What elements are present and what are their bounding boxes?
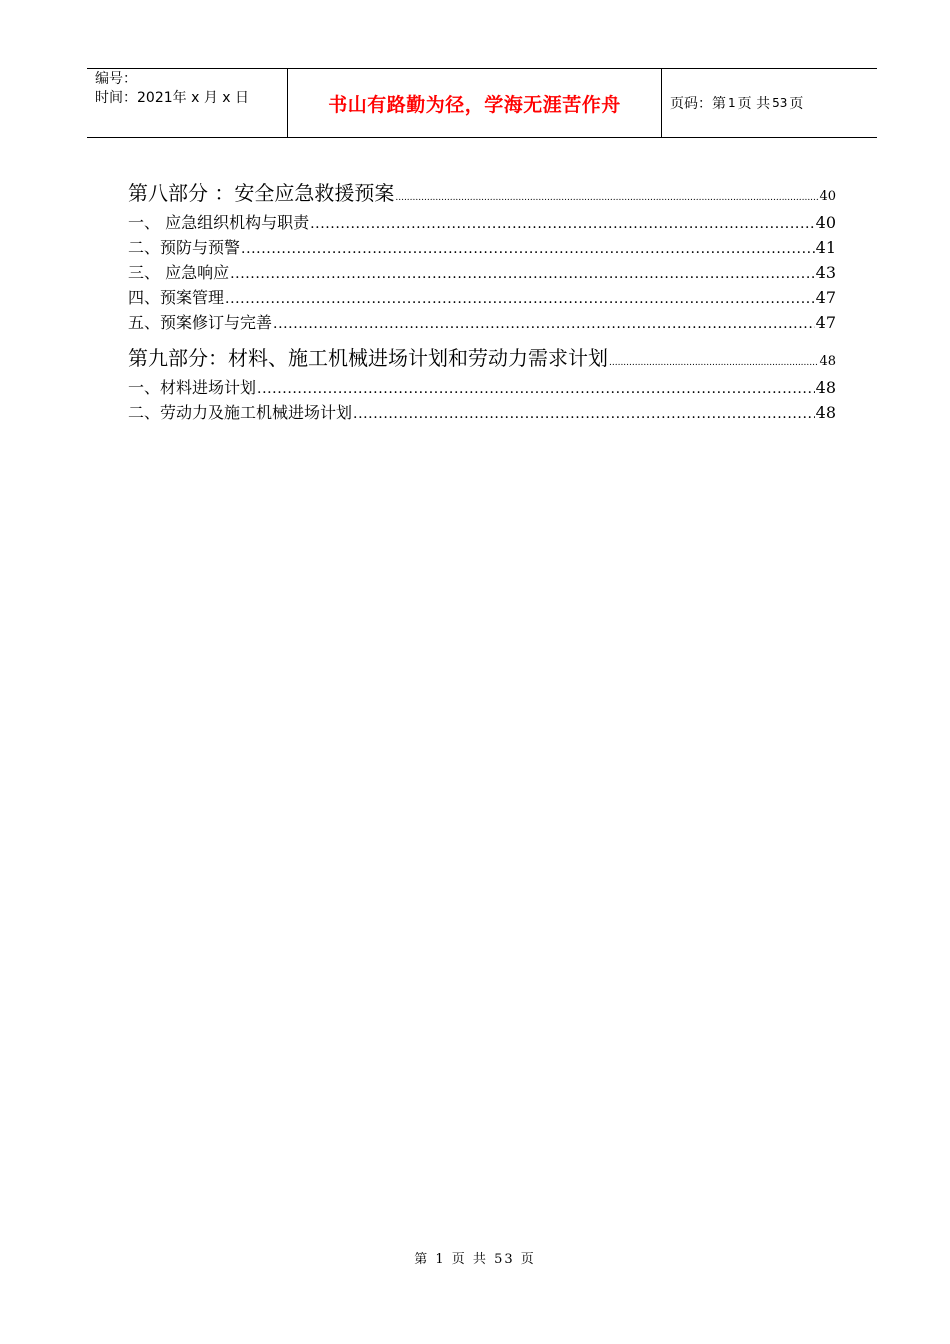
toc-item-title: 二、劳动力及施工机械进场计划	[128, 403, 353, 422]
toc-leader	[310, 212, 815, 237]
toc-page-number: 48	[815, 378, 836, 397]
toc-item[interactable]	[128, 285, 836, 310]
toc-section-title: 第八部分 ：安全应急救援预案	[128, 181, 395, 205]
table-of-contents	[128, 176, 836, 425]
footer-prefix: 第	[414, 1252, 430, 1267]
page-footer	[0, 1248, 950, 1267]
toc-page-number: 40	[819, 189, 836, 204]
time-prefix: 时间：	[95, 90, 137, 106]
toc-section-title: 第九部分：材料、施工机械进场计划和劳动力需求计划	[128, 346, 608, 370]
header-page-cell	[662, 69, 877, 137]
footer-mid: 页 共	[451, 1252, 488, 1267]
toc-leader	[273, 312, 815, 337]
page-total: 53	[772, 96, 788, 110]
toc-item[interactable]	[128, 235, 836, 260]
toc-leader	[395, 181, 818, 215]
toc-item[interactable]	[128, 375, 836, 400]
toc-page-number: 47	[815, 288, 836, 307]
toc-item-title: 一、 应急组织机构与职责	[128, 213, 310, 232]
toc-leader	[225, 287, 815, 312]
toc-item-title: 一、材料进场计划	[128, 378, 257, 397]
toc-item-title: 二、预防与预警	[128, 238, 241, 257]
page-suffix: 页	[789, 96, 804, 112]
toc-item[interactable]	[128, 310, 836, 335]
document-header	[87, 68, 877, 138]
toc-item[interactable]	[128, 400, 836, 425]
toc-section-8[interactable]	[128, 176, 836, 210]
toc-section-9[interactable]	[128, 341, 836, 375]
footer-suffix: 页	[520, 1252, 536, 1267]
toc-leader	[230, 262, 815, 287]
time-day: x	[222, 90, 231, 106]
toc-leader	[609, 346, 818, 380]
toc-leader	[257, 377, 815, 402]
toc-page-number: 41	[815, 238, 836, 257]
page-mid: 页 共	[737, 96, 771, 112]
toc-item-title: 四、预案管理	[128, 288, 225, 307]
header-meta-cell	[87, 69, 288, 137]
toc-page-number: 47	[815, 313, 836, 332]
toc-leader	[353, 402, 815, 427]
time-day-unit: 日	[235, 90, 250, 106]
time-year-unit: 年	[172, 90, 187, 106]
toc-page-number: 48	[819, 354, 836, 369]
header-motto-cell	[288, 69, 662, 137]
toc-leader	[241, 237, 815, 262]
time-month: x	[191, 90, 200, 106]
toc-page-number: 40	[815, 213, 836, 232]
footer-total: 53	[494, 1252, 515, 1267]
toc-page-number: 48	[815, 403, 836, 422]
time-line	[95, 89, 287, 108]
toc-item-title: 三、 应急响应	[128, 263, 230, 282]
toc-item-title: 五、预案修订与完善	[128, 313, 273, 332]
toc-item[interactable]	[128, 260, 836, 285]
header-motto: 书山有路勤为径，学海无涯苦作舟	[328, 93, 621, 116]
page-prefix: 页码：第	[670, 96, 726, 112]
time-year: 2021	[137, 90, 173, 106]
toc-page-number: 43	[815, 263, 836, 282]
footer-current: 1	[435, 1252, 446, 1267]
time-month-unit: 月	[203, 90, 218, 106]
page-current: 1	[728, 96, 736, 110]
number-label: 编号：	[95, 71, 137, 87]
toc-item[interactable]	[128, 210, 836, 235]
